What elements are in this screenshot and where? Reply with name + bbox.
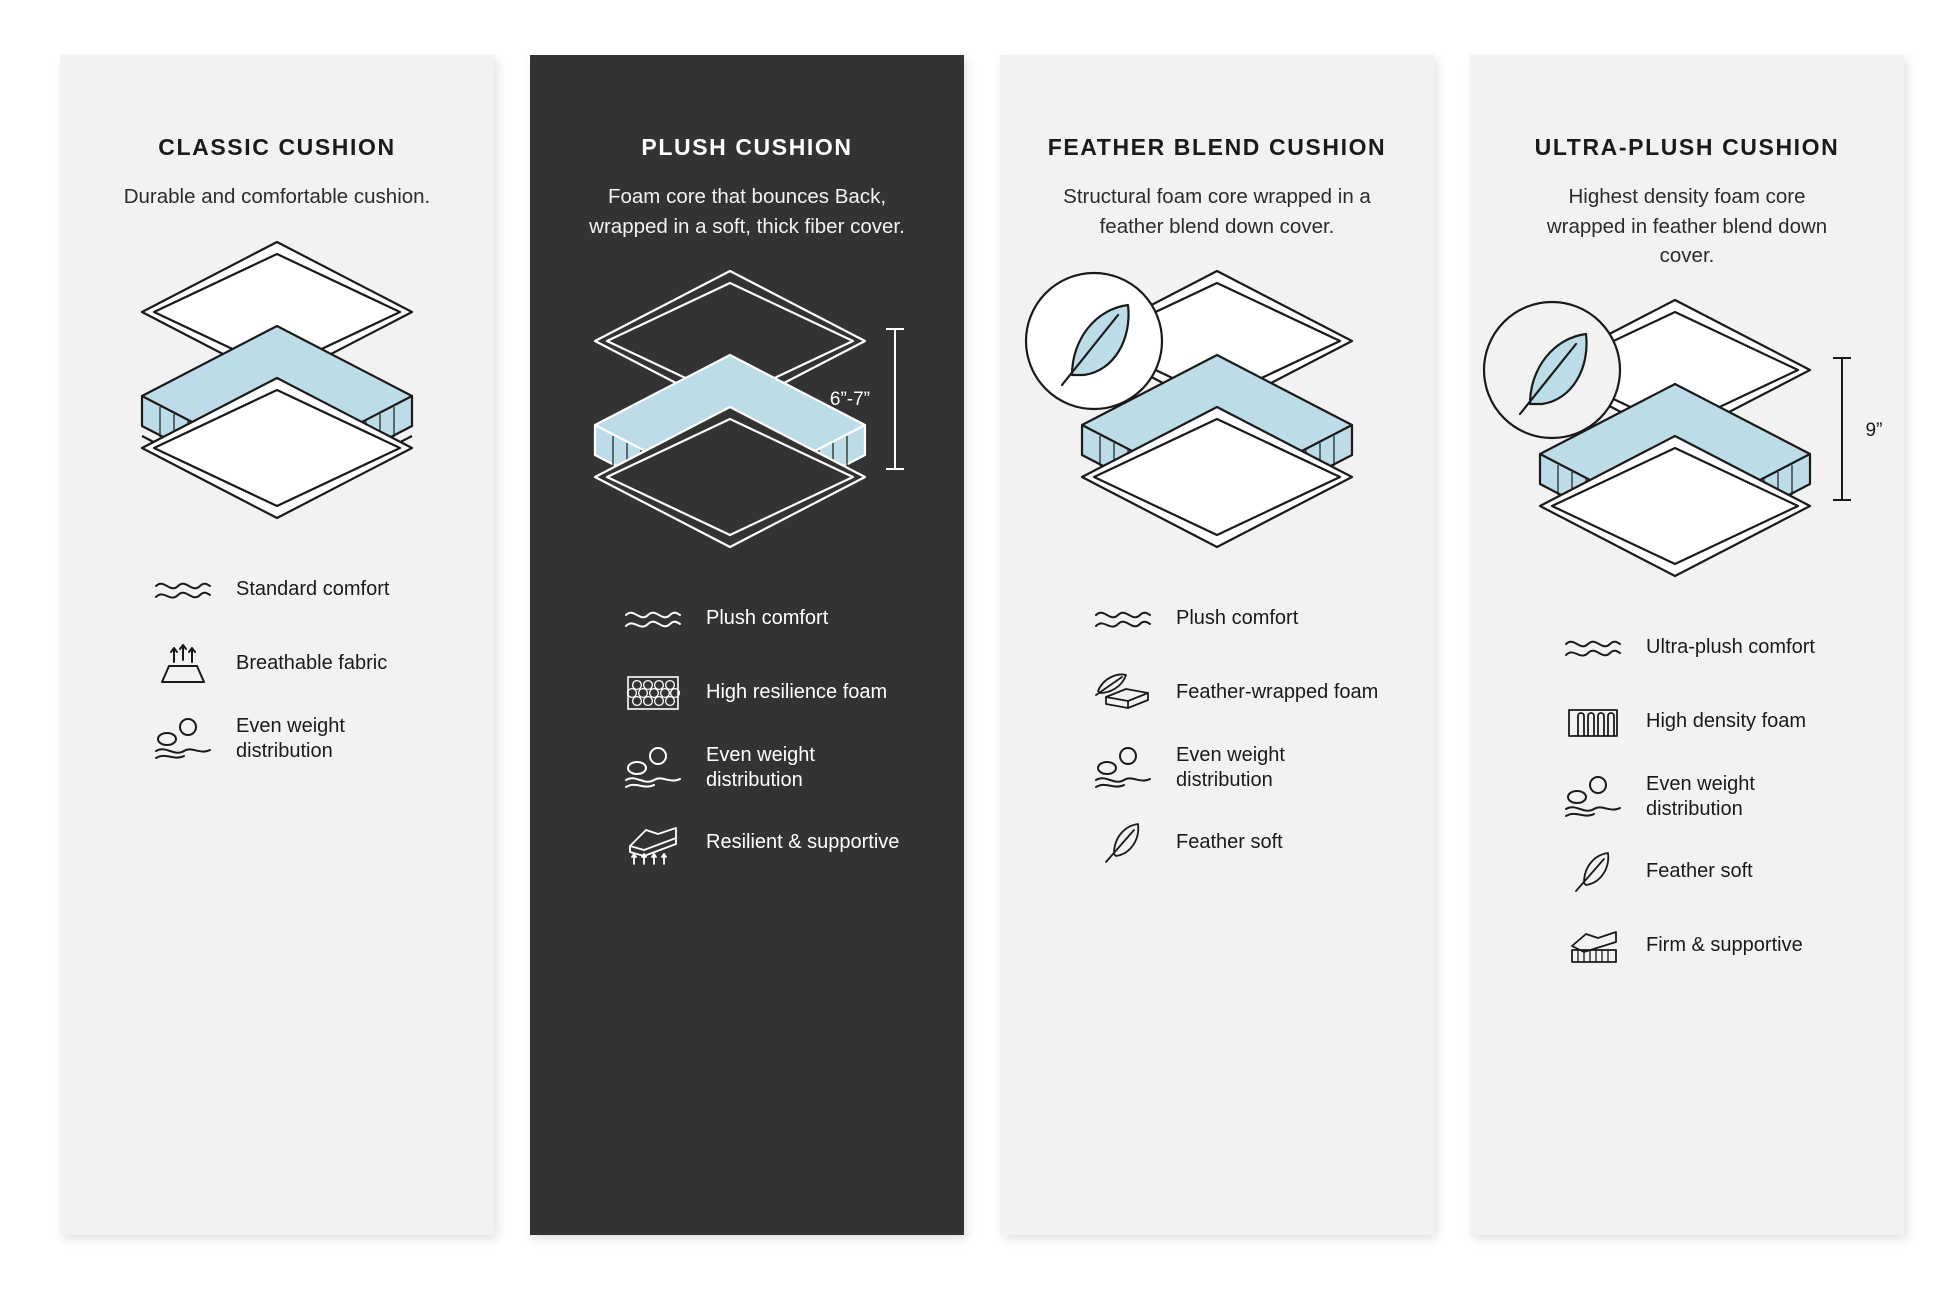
- wave-icon: [622, 595, 684, 643]
- feature-item: [1092, 595, 1434, 643]
- card-title: FEATHER BLEND CUSHION: [1047, 134, 1387, 160]
- feature-label: Firm & supportive: [1646, 934, 1803, 957]
- feature-label: High resilience foam: [706, 681, 888, 704]
- card-description: Durable and comfortable cushion.: [123, 185, 431, 209]
- feature-item: [152, 566, 494, 614]
- card-description: Highest density foam core wrapped in feather blend down cover.: [1546, 185, 1828, 267]
- feather-icon: [1092, 819, 1154, 867]
- cushion-card-plush[interactable]: [530, 55, 964, 1235]
- feather-wrapped-foam-icon: [1092, 669, 1154, 717]
- feature-item: [1562, 698, 1904, 746]
- feature-list: [1000, 595, 1434, 893]
- feature-item: [622, 819, 964, 867]
- dimension-label: 6”-7”: [829, 388, 870, 410]
- feature-item: [622, 669, 964, 717]
- leaf-badge: [1484, 302, 1620, 438]
- feature-label: Even weight distribution: [236, 714, 345, 762]
- cushion-card-classic[interactable]: [60, 55, 494, 1235]
- leaf-badge: [1026, 273, 1162, 409]
- feature-label: Standard comfort: [236, 578, 390, 601]
- feature-item: [1092, 669, 1434, 717]
- feature-item: [152, 640, 494, 688]
- feature-label: Even weight distribution: [1176, 743, 1285, 791]
- card-title: CLASSIC CUSHION: [158, 134, 396, 160]
- feature-item: [1562, 848, 1904, 896]
- even-weight-icon: [152, 715, 214, 763]
- feature-label: Plush comfort: [1176, 607, 1299, 630]
- feature-label: Ultra-plush comfort: [1646, 636, 1815, 659]
- feature-label: Even weight distribution: [1646, 772, 1755, 820]
- feature-list: [60, 566, 494, 790]
- wave-icon: [152, 566, 214, 614]
- feature-label: Even weight distribution: [706, 743, 815, 791]
- feature-label: Feather-wrapped foam: [1176, 681, 1379, 704]
- cushion-card-list: [60, 55, 1886, 1235]
- breathable-fabric-icon: [152, 640, 214, 688]
- feature-item: [152, 714, 494, 764]
- feature-item: [1562, 624, 1904, 672]
- firm-support-icon: [1562, 922, 1624, 970]
- even-weight-icon: [1092, 744, 1154, 792]
- card-description: Structural foam core wrapped in a feather blend down cover.: [1063, 185, 1371, 238]
- card-title: PLUSH CUSHION: [641, 134, 853, 160]
- feature-item: [1562, 772, 1904, 822]
- feature-label: Feather soft: [1176, 831, 1283, 854]
- even-weight-icon: [622, 744, 684, 792]
- feature-item: [622, 743, 964, 793]
- cushion-layers-diagram: [60, 230, 494, 530]
- feature-label: Feather soft: [1646, 860, 1753, 883]
- feature-item: [1092, 743, 1434, 793]
- cushion-layers-diagram: [530, 259, 964, 559]
- feature-label: Plush comfort: [706, 607, 829, 630]
- wave-icon: [1562, 624, 1624, 672]
- dimension-label: 9”: [1865, 419, 1883, 441]
- cushion-card-feather-blend[interactable]: [1000, 55, 1434, 1235]
- feather-icon: [1562, 848, 1624, 896]
- high-density-foam-icon: [1562, 698, 1624, 746]
- cushion-layers-diagram: [1000, 259, 1434, 559]
- feature-label: Breathable fabric: [236, 652, 388, 675]
- honeycomb-foam-icon: [622, 669, 684, 717]
- card-description: Foam core that bounces Back, wrapped in a soft, thick fiber cover.: [589, 185, 905, 238]
- card-title: ULTRA-PLUSH CUSHION: [1534, 134, 1840, 160]
- cushion-card-ultra-plush[interactable]: [1470, 55, 1904, 1235]
- feature-item: [1092, 819, 1434, 867]
- feature-item: [1562, 922, 1904, 970]
- feature-list: [1470, 624, 1904, 996]
- even-weight-icon: [1562, 773, 1624, 821]
- feature-label: Resilient & supportive: [706, 831, 900, 854]
- wave-icon: [1092, 595, 1154, 643]
- feature-list: [530, 595, 964, 893]
- resilient-support-icon: [622, 819, 684, 867]
- cushion-layers-diagram: [1470, 288, 1904, 588]
- feature-label: High density foam: [1646, 710, 1807, 733]
- feature-item: [622, 595, 964, 643]
